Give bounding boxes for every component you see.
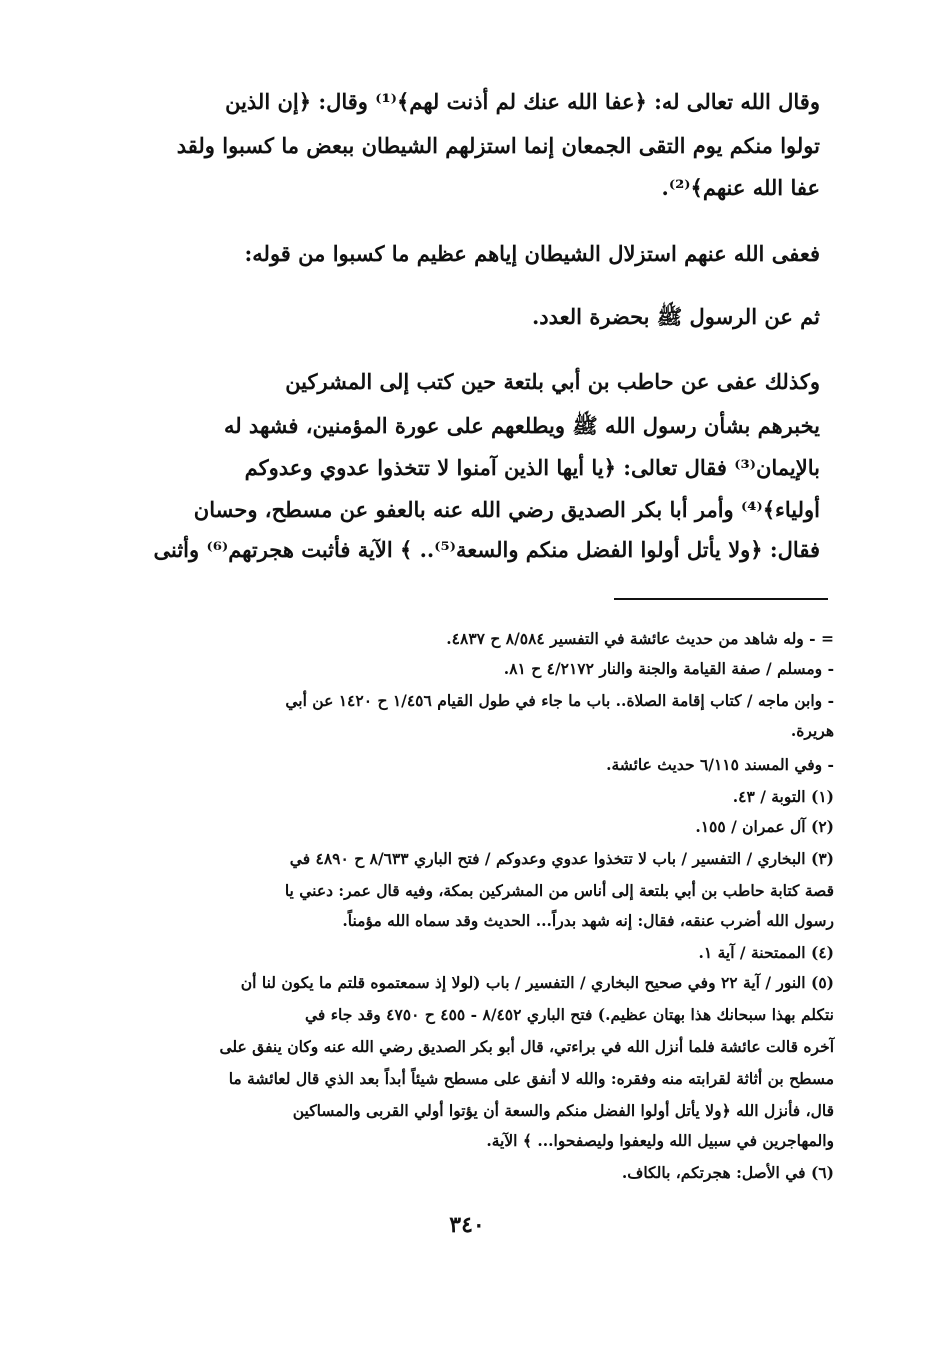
footnote-4: (٤) الممتحنة / آية ١. (698, 943, 834, 962)
footnote-5-cont: مسطح بن أثاثة لقرابته منه وفقره: والله لا أنفق على مسطح شيئاً أبداً بعد الذي قال لعائشة ما (228, 1069, 834, 1088)
paragraph-1-line-1: وقال الله تعالى له: ﴿عفا الله عنك لم أذنت لهم﴾⁽¹⁾ وقال: ﴿إن الذين (225, 89, 820, 114)
page-number: ٣٤٠ (449, 1212, 485, 1238)
paragraph-4-line-3: بالإيمان⁽³⁾ فقال تعالى: ﴿يا أيها الذين آمنوا لا تتخذوا عدوي وعدوكم (244, 455, 820, 480)
footnote-5-cont: آخره قالت عائشة فلما أنزل الله في براءتي، قال أبو بكر الصديق رضي الله عنه وكان ينفق على (219, 1037, 834, 1056)
footnote-3-cont: رسول الله أضرب عنقه، فقال: إنه شهد بدراً... الحديث وقد سماه الله مؤمناً. (342, 911, 834, 930)
paragraph-4-line-1: وكذلك عفى عن حاطب بن أبي بلتعة حين كتب إلى المشركين (285, 369, 820, 394)
footnote-2: (٢) آل عمران / ١٥٥. (695, 817, 834, 836)
paragraph-1-line-3: عفا الله عنهم﴾⁽²⁾. (661, 175, 820, 200)
paragraph-1-line-2: تولوا منكم يوم التقى الجمعان إنما استزلهم الشيطان ببعض ما كسبوا ولقد (176, 133, 820, 158)
paragraph-2: فعفى الله عنهم استزلال الشيطان إياهم عظيم ما كسبوا من قوله: (244, 241, 820, 266)
footnote-5-cont: قال، فأنزل الله ﴿ولا يأتل أولوا الفضل منكم والسعة أن يؤتوا أولي القربى والمساكين (292, 1101, 834, 1120)
footnote-5: (٥) النور / آية ٢٢ وفي صحيح البخاري / التفسير / باب (لولا إذ سمعتموه قلتم ما يكون لنا أن (240, 973, 834, 992)
paragraph-4-line-4: أولياء﴾⁽⁴⁾ وأمر أبا بكر الصديق رضي الله عنه بالعفو عن مسطح، وحسان (193, 497, 820, 522)
footnote-line: = - وله شاهد من حديث عائشة في التفسير ٨/٥٨٤ ح ٤٨٣٧. (446, 629, 834, 648)
footnote-line: هريرة. (790, 721, 834, 740)
paragraph-4-line-2: يخبرهم بشأن رسول الله ﷺ ويطلعهم على عورة المؤمنين، فشهد له (223, 413, 820, 438)
footnote-line: - ومسلم / صفة القيامة والجنة والنار ٤/٢١٧٢ ح ٨١. (503, 659, 834, 678)
footnote-3-cont: قصة كتابة حاطب بن أبي بلتعة إلى أناس من المشركين بمكة، وفيه قال عمر: دعني يا (284, 881, 834, 900)
footnote-1: (١) التوبة / ٤٣. (732, 787, 834, 806)
footnote-5-cont: نتكلم بهذا سبحانك هذا بهتان عظيم.) فتح الباري ٨/٤٥٢ - ٤٥٥ ح ٤٧٥٠ وقد جاء في (305, 1005, 834, 1024)
footnote-6: (٦) في الأصل: هجرتكم، بالكاف. (621, 1163, 834, 1182)
paragraph-3: ثم عن الرسول ﷺ بحضرة العدد. (531, 304, 820, 329)
footnote-3: (٣) البخاري / التفسير / باب لا تتخذوا عدوي وعدوكم / فتح الباري ٨/٦٣٣ ح ٤٨٩٠ في (289, 849, 834, 868)
footnote-line: - وابن ماجه / كتاب إقامة الصلاة.. باب ما جاء في طول القيام ١/٤٥٦ ح ١٤٢٠ عن أبي (285, 691, 834, 710)
footnote-line: - وفي المسند ٦/١١٥ حديث عائشة. (606, 755, 834, 774)
paragraph-4-line-5: فقال: ﴿ولا يأتل أولوا الفضل منكم والسعة⁽⁵⁾.. ﴾ الآية فأثبت هجرتهم⁽⁶⁾ وأثنى (153, 537, 820, 562)
footnote-5-cont: والمهاجرين في سبيل الله وليعفوا وليصفحوا... ﴾ الآية. (486, 1131, 834, 1150)
footnote-separator (614, 598, 828, 600)
